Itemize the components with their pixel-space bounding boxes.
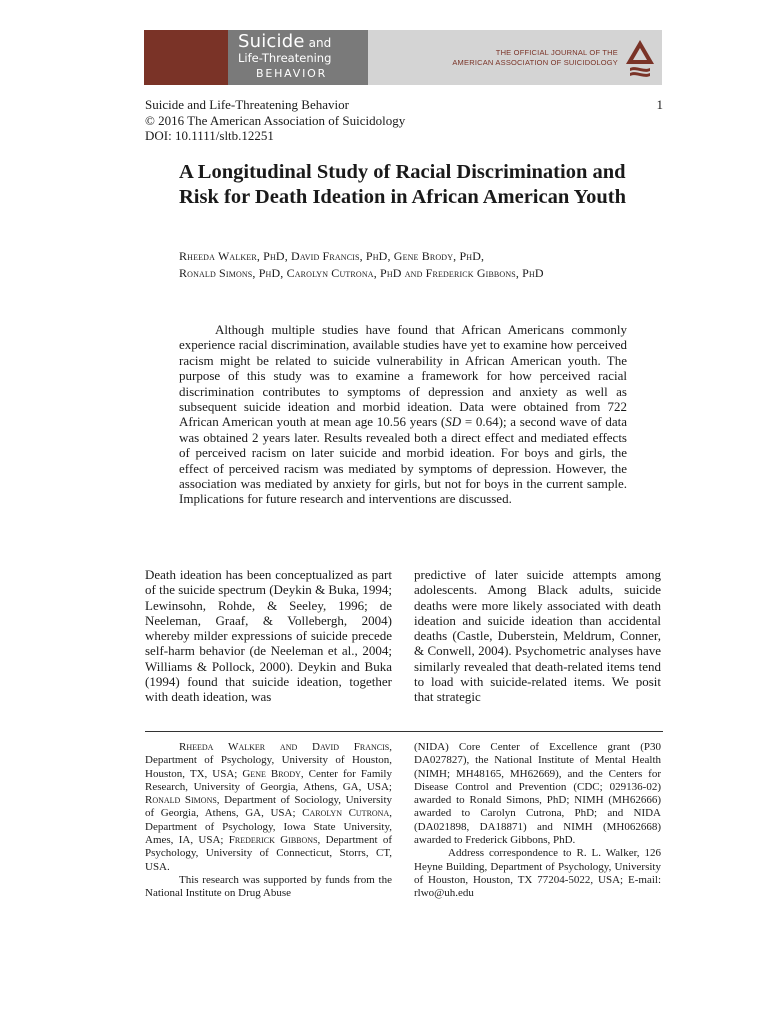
body-column-right: predictive of later suicide attempts among adolescents. Among Black adults, suicide deaths were more likely associated with death ideation and suicide ideation than accidental deaths (Castle, Duberstein, Meldrum, Conner, & Conwell, 2004). Psychometric analyses have similarly revealed that death-related items tend to load with suicide-related items. We posit that strategic [414,567,661,705]
association-block [368,30,662,85]
footnote-column-left [145,741,392,901]
affil-gibbons-dept: Department of Psychology, University of Connecticut, Storrs, CT, USA. [145,834,393,873]
banner-title-behavior: BEHAVIOR [256,66,328,80]
affil-cutrona-dept: Department of Psychology, Iowa State University, Ames, IA, USA; [145,820,392,847]
article-meta [145,97,663,144]
affil-cutrona-name: Carolyn Cutrona, [302,807,392,820]
banner-title-sub: Life-Threatening [238,51,332,65]
association-line-1: THE OFFICIAL JOURNAL OF THE [495,48,618,58]
affil-brody-name: Gene Brody, [242,767,304,780]
abstract-part-2: = 0.64); a second wave of data was obtained 2 years later. Results revealed both a direct effect and mediated effects of perceived racism on later suicide and morbid ideation. For boys and girls, the effect of perceived racism was mediated by symptoms of depression. However, the association was mediated by anxiety for girls, but not for boys in the current sample. Implications for future research and interventions are discussed. [179,414,627,507]
banner-title-and: and [308,36,332,50]
author-list [179,248,659,282]
abstract-sd-symbol: SD [445,414,462,430]
footnote-column-right [414,741,661,901]
aas-logo-icon [624,38,656,78]
affil-brody-dept: Center for Family Research, University of Georgia, Athens, GA, USA; [145,767,392,793]
correspondence-address: Address correspondence to R. L. Walker, 126 Heyne Building, Department of Psychology, University of Houston, Houston, TX 77204-5022, USA; E-mail: rlwo@uh.edu [414,847,661,900]
funding-statement-start: This research was supported by funds from the National Institute on Drug Abuse [145,873,392,900]
affil-gibbons-name: Frederick Gibbons, [228,834,321,847]
funding-statement-end: (NIDA) Core Center of Excellence grant (P30 DA027827), the National Institute of Mental Health (NIMH; MH48165, MH62669), and the Centers for Disease Control and Prevention (CDC; 029136-02) awarded to Ronald Simons, PhD; NIMH (MH62666) awarded to Carolyn Cutrona, PhD; and NIDA (DA021898, DA18871) and NIMH (MH062668) awarded to Frederick Gibbons, PhD. [414,741,661,847]
copyright-line: © 2016 The American Association of Suicidology [145,112,406,128]
affil-walker-francis-dept: Department of Psychology, University of Houston, Houston, TX, USA; [145,754,392,780]
association-line-2: AMERICAN ASSOCIATION OF SUICIDOLOGY [452,57,618,67]
affil-walker-francis-names: Rheeda Walker and David Francis, [179,741,392,753]
footnote-divider [145,731,663,732]
article-title: A Longitudinal Study of Racial Discrimination and Risk for Death Ideation in African American Youth [179,161,627,208]
affil-simons-name: Ronald Simons, [145,794,220,807]
doi-line: DOI: 10.1111/sltb.12251 [145,128,274,143]
abstract [179,322,627,507]
body-column-left: Death ideation has been conceptualized as part of the suicide spectrum (Deykin & Buka, 1994; Lewinsohn, Rohde, & Seeley, 1996; de Neeleman, Graaf, & Vollebergh, 2004) whereby milder expressions of suicide precede self-harm behavior (de Neeleman et al., 2004; Williams & Pollock, 2000). Deykin and Buka (1994) found that suicide ideation, together with death ideation, was [145,567,392,705]
affil-simons-dept: Department of Sociology, University of Georgia, Athens, GA, USA; [145,794,393,820]
abstract-part-1: Although multiple studies have found that African Americans commonly experience racial discrimination, available studies have yet to examine how perceived racism might be related to suicide vulnerability in African American youth. The purpose of this study was to examine a framework for how perceived racial discrimination contributes to symptoms of depression and anxiety as well as subsequent suicide ideation and morbid ideation. Data were obtained from 722 African American youth at mean age 10.56 years ( [179,322,627,430]
journal-banner [144,30,662,85]
affiliations [145,741,392,874]
association-text [452,48,618,67]
journal-name-block [228,30,368,85]
journal-name: Suicide and Life-Threatening Behavior [145,97,349,112]
authors-line-2: Ronald Simons, PhD, Carolyn Cutrona, PhD and Frederick Gibbons, PhD [179,266,544,280]
page-number: 1 [656,97,663,112]
authors-line-1: Rheeda Walker, PhD, David Francis, PhD, Gene Brody, PhD, [179,249,485,263]
banner-title-main: Suicide [238,31,305,52]
journal-cover-logo [144,30,228,85]
